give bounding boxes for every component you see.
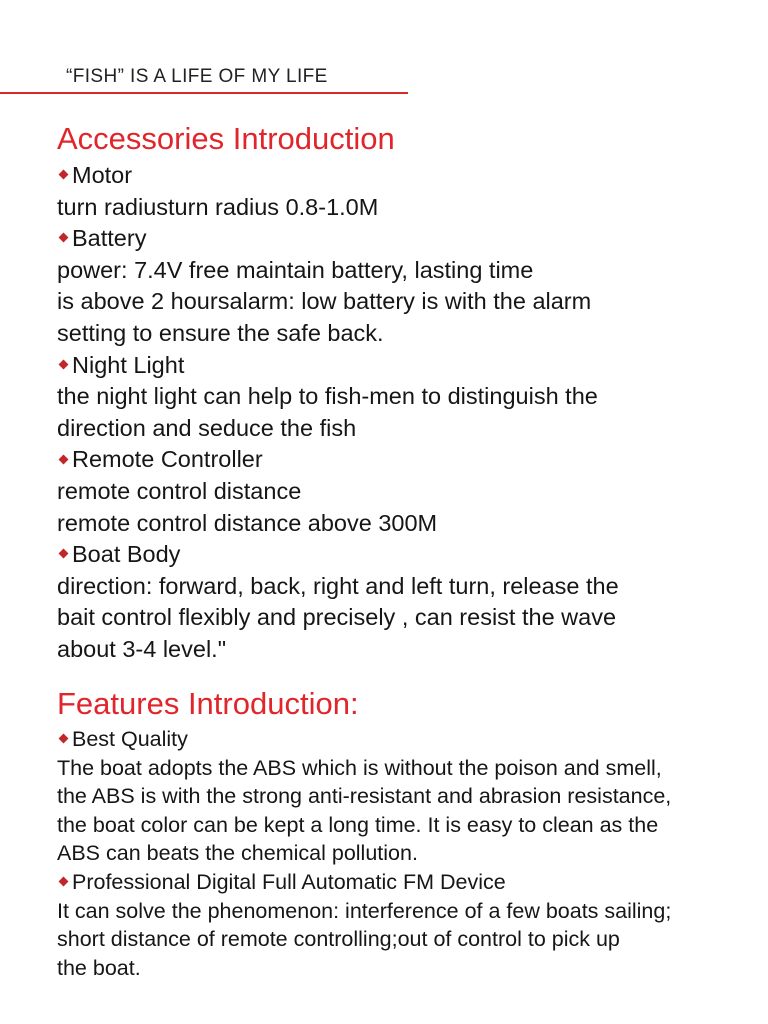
accessory-item-remote-controller	[57, 444, 757, 539]
diamond-bullet-icon	[59, 359, 69, 369]
accessories-section	[57, 118, 757, 666]
item-name: Motor	[72, 162, 133, 188]
item-line: the boat.	[57, 955, 141, 980]
item-name: Battery	[72, 225, 147, 252]
item-line: ABS can beats the chemical pollution.	[57, 841, 418, 866]
item-line: is above 2 hoursalarm: low battery is with the alarm	[57, 288, 592, 315]
accessory-item-battery	[57, 223, 757, 349]
item-name: Best Quality	[72, 727, 188, 751]
features-title: Features Introduction:	[57, 686, 359, 721]
item-name: Night Light	[72, 351, 185, 378]
item-line: turn radiusturn radius 0.8-1.0M	[57, 193, 379, 220]
accessories-title: Accessories Introduction	[57, 121, 395, 156]
item-line: short distance of remote controlling;out of control to pick up	[57, 927, 620, 952]
tagline: “FISH” IS A LIFE OF MY LIFE	[66, 66, 328, 87]
accessory-item-night-light	[57, 350, 757, 445]
feature-item-best-quality	[57, 725, 762, 868]
item-line: power: 7.4V free maintain battery, lasting time	[57, 256, 534, 283]
feature-item-fm-device	[57, 868, 762, 982]
features-section	[57, 683, 762, 982]
item-name: Boat Body	[72, 541, 181, 568]
item-line: about 3-4 level."	[57, 635, 227, 662]
accessory-item-motor	[57, 160, 757, 223]
page-header	[0, 62, 408, 94]
diamond-bullet-icon	[59, 170, 69, 180]
item-line: remote control distance above 300M	[57, 509, 438, 536]
item-line: It can solve the phenomenon: interference of a few boats sailing;	[57, 898, 672, 923]
item-line: direction and seduce the fish	[57, 414, 357, 441]
item-name: Professional Digital Full Automatic FM Device	[72, 869, 506, 894]
accessory-item-boat-body	[57, 539, 757, 665]
item-line: the boat color can be kept a long time. It is easy to clean as the	[57, 812, 659, 837]
item-line: direction: forward, back, right and left turn, release the	[57, 572, 619, 599]
item-line: the ABS is with the strong anti-resistant and abrasion resistance,	[57, 784, 672, 809]
item-name: Remote Controller	[72, 446, 263, 473]
diamond-bullet-icon	[59, 876, 69, 886]
diamond-bullet-icon	[59, 454, 69, 464]
item-line: setting to ensure the safe back.	[57, 319, 384, 346]
diamond-bullet-icon	[59, 733, 69, 743]
diamond-bullet-icon	[59, 549, 69, 559]
item-line: The boat adopts the ABS which is without the poison and smell,	[57, 755, 662, 780]
diamond-bullet-icon	[59, 233, 69, 243]
item-line: the night light can help to fish-men to distinguish the	[57, 383, 598, 410]
item-line: bait control flexibly and precisely , can resist the wave	[57, 604, 617, 631]
item-line: remote control distance	[57, 477, 302, 504]
